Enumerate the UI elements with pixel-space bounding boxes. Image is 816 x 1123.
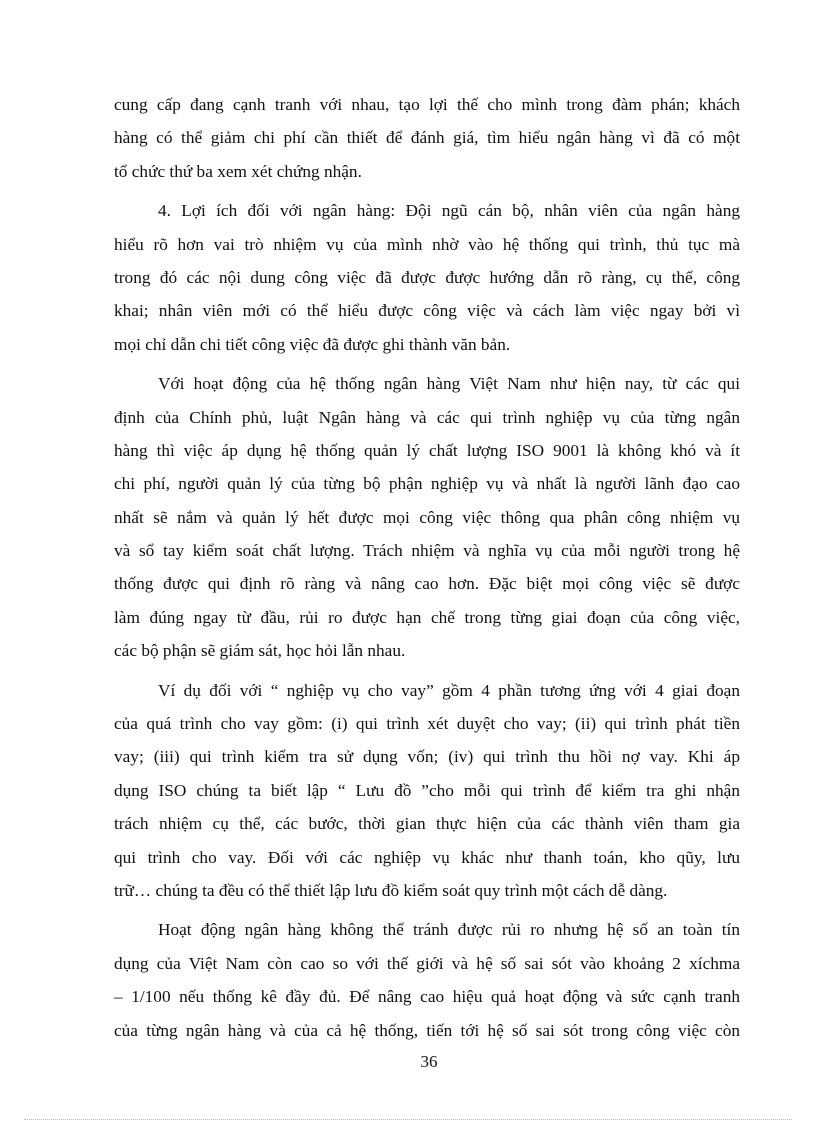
text-line: dụng ISO chúng ta biết lập “ Lưu đồ ”cho mỗi qui trình để kiểm tra ghi nhận bbox=[114, 780, 740, 800]
text-line: nhất sẽ nắm và quản lý hết được mọi công việc thông qua phân công nhiệm vụ bbox=[114, 507, 740, 527]
text-line: mọi chỉ dẫn chi tiết công việc đã được ghi thành văn bản. bbox=[114, 334, 511, 354]
text-line: trữ… chúng ta đều có thể thiết lập lưu đồ kiểm soát quy trình một cách dễ dàng. bbox=[114, 880, 668, 900]
text-line: định của Chính phủ, luật Ngân hàng và các qui trình nghiệp vụ của từng ngân bbox=[114, 407, 740, 427]
text-line: chi phí, người quản lý của từng bộ phận nghiệp vụ và nhất là người lãnh đạo cao bbox=[114, 474, 740, 494]
text-line: Ví dụ đối với “ nghiệp vụ cho vay” gồm 4 phần tương ứng với 4 giai đoạn bbox=[158, 680, 740, 700]
text-line: – 1/100 nếu thống kê đầy đủ. Để nâng cao hiệu quả hoạt động và sức cạnh tranh bbox=[114, 987, 740, 1007]
paragraph bbox=[114, 913, 740, 1047]
text-line: Hoạt động ngân hàng không thể tránh được rủi ro nhưng hệ số an toàn tín bbox=[158, 920, 740, 940]
page-border-divider bbox=[24, 1119, 792, 1120]
text-line: trách nhiệm cụ thể, các bước, thời gian thực hiện của các thành viên tham gia bbox=[114, 814, 740, 834]
text-line: làm đúng ngay từ đầu, rủi ro được hạn chế trong từng giai đoạn của công việc, bbox=[114, 607, 740, 627]
text-line: hàng thì việc áp dụng hệ thống quản lý chất lượng ISO 9001 là không khó và ít bbox=[114, 440, 740, 460]
text-line: của quá trình cho vay gồm: (i) qui trình xét duyệt cho vay; (ii) qui trình phát tiền bbox=[114, 714, 740, 734]
text-line: thống được qui định rõ ràng và nâng cao hơn. Đặc biệt mọi công việc sẽ được bbox=[114, 574, 740, 594]
text-line: hiểu rõ hơn vai trò nhiệm vụ của mình nhờ vào hệ thống qui trình, thủ tục mà bbox=[114, 234, 740, 254]
text-line: cung cấp đang cạnh tranh với nhau, tạo lợi thế cho mình trong đàm phán; khách bbox=[114, 95, 740, 114]
text-line: 4. Lợi ích đối với ngân hàng: Đội ngũ cán bộ, nhân viên của ngân hàng bbox=[158, 201, 740, 221]
paragraph bbox=[114, 88, 740, 188]
text-line: tổ chức thứ ba xem xét chứng nhận. bbox=[114, 161, 362, 181]
text-line: dụng của Việt Nam còn cao so với thế giới và hệ số sai sót vào khoảng 2 xíchma bbox=[114, 953, 740, 973]
text-line: Với hoạt động của hệ thống ngân hàng Việt Nam như hiện nay, từ các qui bbox=[158, 374, 740, 394]
text-line: và sổ tay kiểm soát chất lượng. Trách nhiệm và nghĩa vụ của mỗi người trong hệ bbox=[114, 541, 740, 561]
paragraph bbox=[114, 674, 740, 908]
page-number: 36 bbox=[420, 1052, 438, 1071]
paragraph bbox=[114, 194, 740, 361]
text-line: trong đó các nội dung công việc đã được được hướng dẫn rõ ràng, cụ thể, công bbox=[114, 267, 740, 287]
text-line: vay; (iii) qui trình kiểm tra sử dụng vốn; (iv) qui trình thu hồi nợ vay. Khi áp bbox=[114, 747, 740, 767]
text-line: hàng có thể giảm chi phí cần thiết để đánh giá, tìm hiểu ngân hàng vì đã có một bbox=[114, 128, 740, 148]
text-line: khai; nhân viên mới có thể hiểu được công việc và cách làm việc ngay bởi vì bbox=[114, 301, 740, 321]
text-line: qui trình cho vay. Đối với các nghiệp vụ khác như thanh toán, kho qũy, lưu bbox=[114, 847, 740, 867]
document-body bbox=[114, 88, 740, 1053]
text-line: các bộ phận sẽ giám sát, học hỏi lẫn nhau. bbox=[114, 641, 406, 661]
paragraph bbox=[114, 367, 740, 668]
text-line: của từng ngân hàng và của cả hệ thống, tiến tới hệ số sai sót trong công việc còn bbox=[114, 1020, 740, 1040]
